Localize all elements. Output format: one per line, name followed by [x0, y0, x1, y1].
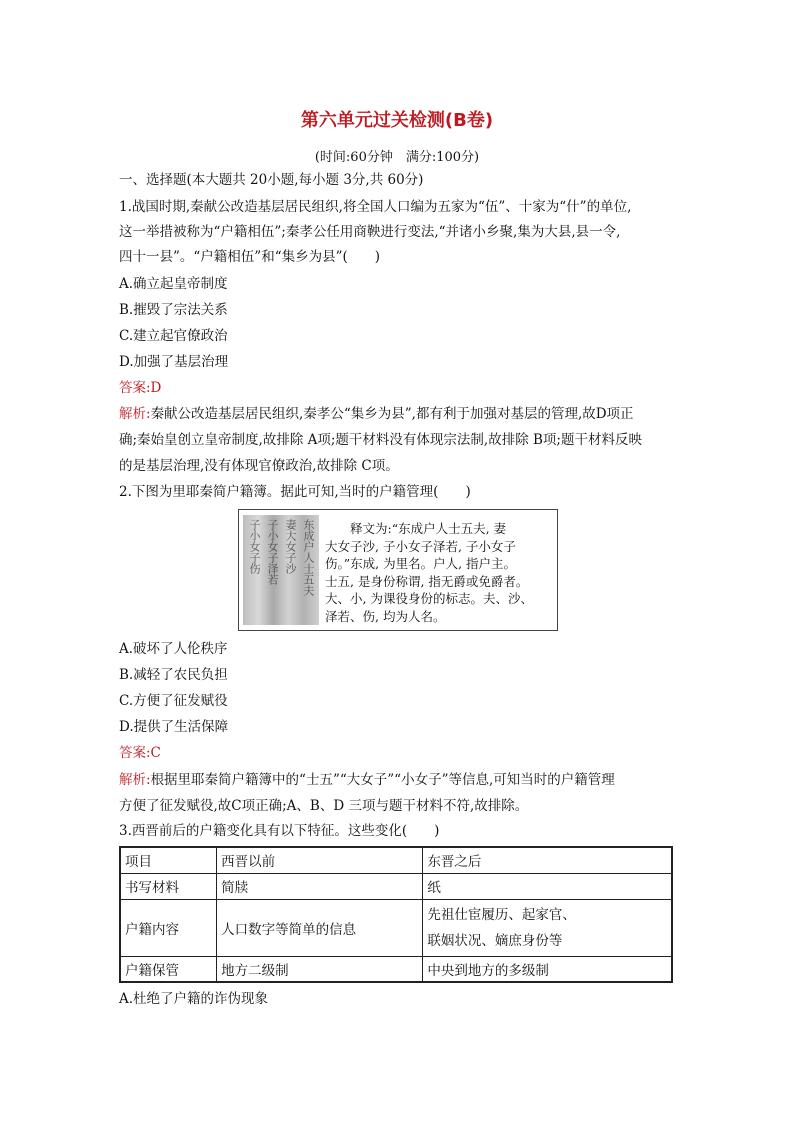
q2-option-a: A.破坏了人伦秩序	[119, 641, 228, 657]
q1-explanation-line-1	[119, 405, 634, 423]
table-cell: 户籍内容	[120, 899, 217, 956]
q1-explanation-line-2: 确;秦始皇创立皇帝制度,故排除 A项;题干材料没有体现宗法制,故排除 B项;题干材料反映	[119, 432, 642, 448]
table-cell-line: 联姻状况、嫡庶身份等	[427, 932, 563, 949]
q2-stem: 2.下图为里耶秦简户籍簿。据此可知,当时的户籍管理( )	[119, 484, 471, 500]
q1-stem-line-2: 这一举措被称为“户籍相伍”;秦孝公任用商鞅进行变法,“并诸小乡聚,集为大县,县一令,	[119, 224, 621, 240]
household-registry-table	[119, 846, 673, 983]
q2-option-d: D.提供了生活保障	[119, 719, 229, 735]
table-cell: 书写材料	[120, 873, 217, 899]
q1-stem-text-1: 1.战国时期,秦献公改造基层居民组织,将全国人口编为五家为“伍”、十家为“什”的单位,	[119, 199, 632, 215]
table-cell: 地方二级制	[217, 956, 423, 982]
slip-line-4: 士五, 是身份称谓, 指无爵或免爵者。	[325, 573, 529, 589]
q1-option-b: B.摧毁了宗法关系	[119, 302, 228, 318]
table-header-cell: 项目	[120, 847, 217, 873]
q3-option-a: A.杜绝了户籍的诈伪现象	[119, 991, 269, 1007]
table-header-cell: 西晋以前	[217, 847, 423, 873]
slip-column-1: 子小女子伤	[248, 519, 261, 574]
time-score-note: (时间:60分钟 满分:100分)	[314, 150, 480, 165]
q2-answer: 答案:C	[119, 745, 161, 761]
q2-explanation-label: 解析:	[119, 772, 151, 788]
table-header-cell: 东晋之后	[423, 847, 672, 873]
page-title: 第六单元过关检测(B卷)	[300, 110, 494, 131]
q2-explanation-line-1	[119, 771, 615, 789]
slip-column-3: 妻大女子沙	[284, 519, 297, 574]
slip-line-1: 释文为:“东成户人士五夫, 妻	[325, 521, 507, 536]
table-cell: 中央到地方的多级制	[423, 956, 672, 982]
bamboo-slip-image	[243, 515, 319, 625]
table-header-row	[120, 847, 672, 873]
slip-transcription	[325, 520, 553, 625]
q1-option-d: D.加强了基层治理	[119, 354, 229, 370]
q2-explanation-line-2: 方便了征发赋役,故C项正确;A、B、D 三项与题干材料不符,故排除。	[119, 798, 529, 814]
slip-line-6: 泽若、伤, 均为人名。	[325, 608, 446, 624]
table-cell: 简牍	[217, 873, 423, 899]
q1-stem-line-1	[119, 198, 631, 216]
q2-option-b: B.减轻了农民负担	[119, 667, 228, 683]
table-cell: 人口数字等简单的信息	[217, 899, 423, 956]
bamboo-slip-figure	[238, 509, 558, 631]
table-row	[120, 899, 672, 956]
table-cell: 纸	[423, 873, 672, 899]
slip-column-4: 东成户人士五夫	[302, 519, 315, 596]
q1-option-a: A.确立起皇帝制度	[119, 276, 228, 292]
slip-line-5: 大、小, 为课役身份的标志。夫、沙、	[325, 591, 533, 606]
section-heading: 一、选择题(本大题共 20小题,每小题 3分,共 60分)	[119, 172, 424, 188]
slip-line-2: 大女子沙, 子小女子泽若, 子小女子	[325, 538, 516, 554]
q2-option-c: C.方便了征发赋役	[119, 693, 228, 709]
table-cell-line: 先祖仕宦履历、起家官、	[427, 906, 576, 923]
table-row	[120, 873, 672, 899]
slip-column-2: 子小女子泽若	[266, 519, 279, 585]
table-cell	[423, 899, 672, 956]
q3-stem: 3.西晋前后的户籍变化具有以下特征。这些变化( )	[119, 823, 440, 839]
q1-option-c: C.建立起官僚政治	[119, 328, 228, 344]
q1-stem-line-3: 四十一县”。“户籍相伍”和“集乡为县”( )	[119, 249, 381, 265]
q2-explanation-text-1: 根据里耶秦简户籍簿中的“士五”“大女子”“小女子”等信息,可知当时的户籍管理	[150, 772, 615, 788]
q1-answer: 答案:D	[119, 380, 162, 396]
slip-line-3: 伤。”东成, 为里名。户人, 指户主。	[325, 556, 517, 571]
q1-explanation-label: 解析:	[119, 406, 151, 422]
q1-explanation-text-1: 秦献公改造基层居民组织,秦孝公“集乡为县”,都有利于加强对基层的管理,故D项正	[150, 406, 634, 422]
table-cell: 户籍保管	[120, 956, 217, 982]
table-row	[120, 956, 672, 982]
q1-explanation-line-3: 的是基层治理,没有体现官僚政治,故排除 C项。	[119, 458, 399, 474]
